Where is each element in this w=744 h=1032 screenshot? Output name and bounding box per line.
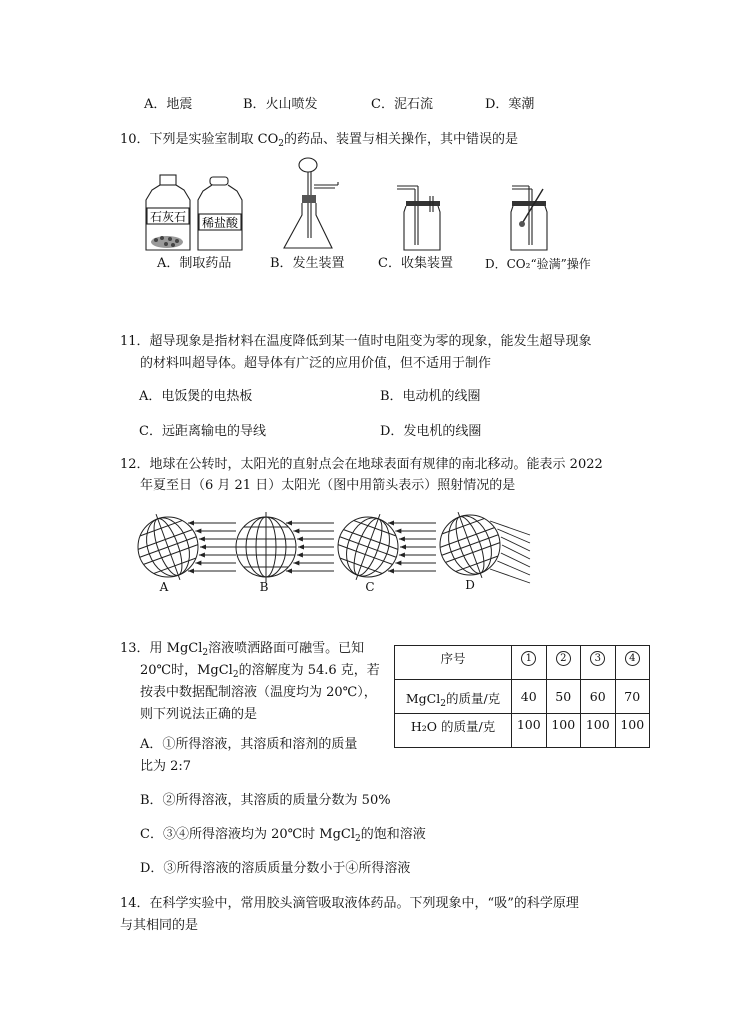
q13-option-a-line1: A．①所得溶液，其溶质和溶剂的质量 xyxy=(140,737,358,752)
table-header-label: 序号 xyxy=(395,646,512,680)
q12-stem-line2: 年夏至日（6 月 21 日）太阳光（图中用箭头表示）照射情况的是 xyxy=(140,478,516,493)
table-cell: 100 xyxy=(512,714,547,748)
sun-ray-arrowhead xyxy=(395,561,401,566)
table-cell: 60 xyxy=(581,680,616,714)
latitude-line xyxy=(340,558,382,573)
sun-ray-arrowhead xyxy=(399,537,405,542)
sunlight-rays xyxy=(188,521,236,574)
hcl-label: 稀盐酸 xyxy=(201,216,239,230)
q11-option-c: C．远距离输电的导线 xyxy=(139,424,266,439)
latitude-line xyxy=(442,535,498,556)
table-header-num: 4 xyxy=(615,646,650,680)
sun-ray-arrowhead xyxy=(388,521,394,526)
sun-ray-arrowhead xyxy=(200,545,206,550)
sun-ray-arrowhead xyxy=(297,553,303,558)
globe-label: B xyxy=(259,580,269,594)
q13-data-table xyxy=(394,645,650,748)
limestone-label: 石灰石 xyxy=(149,210,187,224)
table-cell: 100 xyxy=(615,714,650,748)
q13-stem-line1: 13．用 MgCl$_2$溶液喷洒路面可融雪。已知 xyxy=(120,641,365,658)
q13-stem-line3: 按表中数据配制溶液（温度均为 20℃）， xyxy=(140,685,377,700)
q11-option-b: B．电动机的线圈 xyxy=(380,389,481,404)
table-row-label: H₂O 的质量/克 xyxy=(395,714,512,748)
globe-label: A xyxy=(159,580,169,594)
sun-ray xyxy=(490,569,530,583)
sun-ray-arrowhead xyxy=(293,561,299,566)
sun-ray xyxy=(501,537,530,551)
q13-stem-line2: 20℃时，MgCl$_2$的溶解度为 54.6 克，若 xyxy=(140,663,380,680)
q13-option-b: B．②所得溶液，其溶质的质量分数为 50% xyxy=(140,793,391,808)
sun-ray-arrowhead xyxy=(286,569,292,574)
table-row xyxy=(395,646,650,680)
q10-option-a: A．制取药品 xyxy=(157,256,232,271)
q14-stem-line2: 与其相同的是 xyxy=(120,918,199,933)
q11-option-d: D．发电机的线圈 xyxy=(380,424,482,439)
table-cell: 70 xyxy=(615,680,650,714)
globe xyxy=(236,512,296,582)
sun-ray-arrowhead xyxy=(195,529,201,534)
sun-ray-arrowhead xyxy=(298,545,304,550)
sun-ray-arrowhead xyxy=(286,521,292,526)
table-cell: 40 xyxy=(512,680,547,714)
q10-option-d: D．CO₂“验满”操作 xyxy=(485,257,591,271)
latitude-line xyxy=(140,537,196,558)
q14-stem-line1: 14．在科学实验中，常用胶头滴管吸取液体药品。下列现象中，“吸”的科学原理 xyxy=(120,896,579,911)
sun-ray-arrowhead xyxy=(400,545,406,550)
q13-option-a-line2: 比为 2:7 xyxy=(140,759,192,774)
table-header-num: 3 xyxy=(581,646,616,680)
globe xyxy=(128,504,208,590)
table-row-label: MgCl$_2$的质量/克 xyxy=(395,680,512,714)
sun-ray-arrowhead xyxy=(195,561,201,566)
sun-ray-arrowhead xyxy=(293,529,299,534)
latitude-line xyxy=(140,521,182,536)
globe-grid xyxy=(236,512,296,582)
q10-option-b: B．发生装置 xyxy=(270,256,345,271)
q9-option-a: A．地震 xyxy=(144,97,193,112)
q13-option-d: D．③所得溶液的溶质质量分数小于④所得溶液 xyxy=(140,861,411,876)
table-row xyxy=(395,714,650,748)
sun-ray-arrowhead xyxy=(199,537,205,542)
q9-option-c: C．泥石流 xyxy=(371,97,433,112)
sun-ray xyxy=(502,545,530,559)
globe-label: C xyxy=(365,580,375,594)
sun-ray xyxy=(501,553,530,567)
sun-ray xyxy=(497,529,530,543)
sun-ray-arrowhead xyxy=(297,537,303,542)
q9-option-b: B．火山喷发 xyxy=(243,97,318,112)
sun-ray-arrowhead xyxy=(188,569,194,574)
latitude-line xyxy=(340,537,396,558)
q10-option-c: C．收集装置 xyxy=(378,256,453,271)
sun-ray-arrowhead xyxy=(388,569,394,574)
table-cell: 50 xyxy=(546,680,581,714)
table-cell: 100 xyxy=(546,714,581,748)
sun-ray-arrowhead xyxy=(399,553,405,558)
q11-stem-line1: 11．超导现象是指材料在温度降低到某一值时电阻变为零的现象，能发生超导现象 xyxy=(120,334,592,349)
globe-label: D xyxy=(465,578,475,592)
q12-stem-line1: 12．地球在公转时，太阳光的直射点会在地球表面有规律的南北移动。能表示 2022 xyxy=(120,457,603,472)
globe xyxy=(430,502,510,588)
table-cell: 100 xyxy=(581,714,616,748)
q9-option-d: D．寒潮 xyxy=(485,97,535,112)
q10-stem: 10．下列是实验室制取 $CO_2$的药品、装置与相关操作，其中错误的是 xyxy=(120,132,519,149)
sun-ray xyxy=(490,521,530,535)
sun-ray-arrowhead xyxy=(188,521,194,526)
table-header-num: 1 xyxy=(512,646,547,680)
table-row xyxy=(395,680,650,714)
q13-option-c: C．③④所得溶液均为 20℃时 MgCl$_2$的饱和溶液 xyxy=(140,827,426,844)
table-header-num: 2 xyxy=(546,646,581,680)
q13-stem-line4: 则下列说法正确的是 xyxy=(140,707,258,722)
q11-option-a: A．电饭煲的电热板 xyxy=(139,389,253,404)
latitude-line xyxy=(442,519,484,534)
sun-ray-arrowhead xyxy=(395,529,401,534)
globe xyxy=(328,504,408,590)
q11-stem-line2: 的材料叫超导体。超导体有广泛的应用价值，但不适用于制作 xyxy=(140,356,492,371)
sunlight-rays xyxy=(388,521,436,574)
sun-ray-arrowhead xyxy=(199,553,205,558)
